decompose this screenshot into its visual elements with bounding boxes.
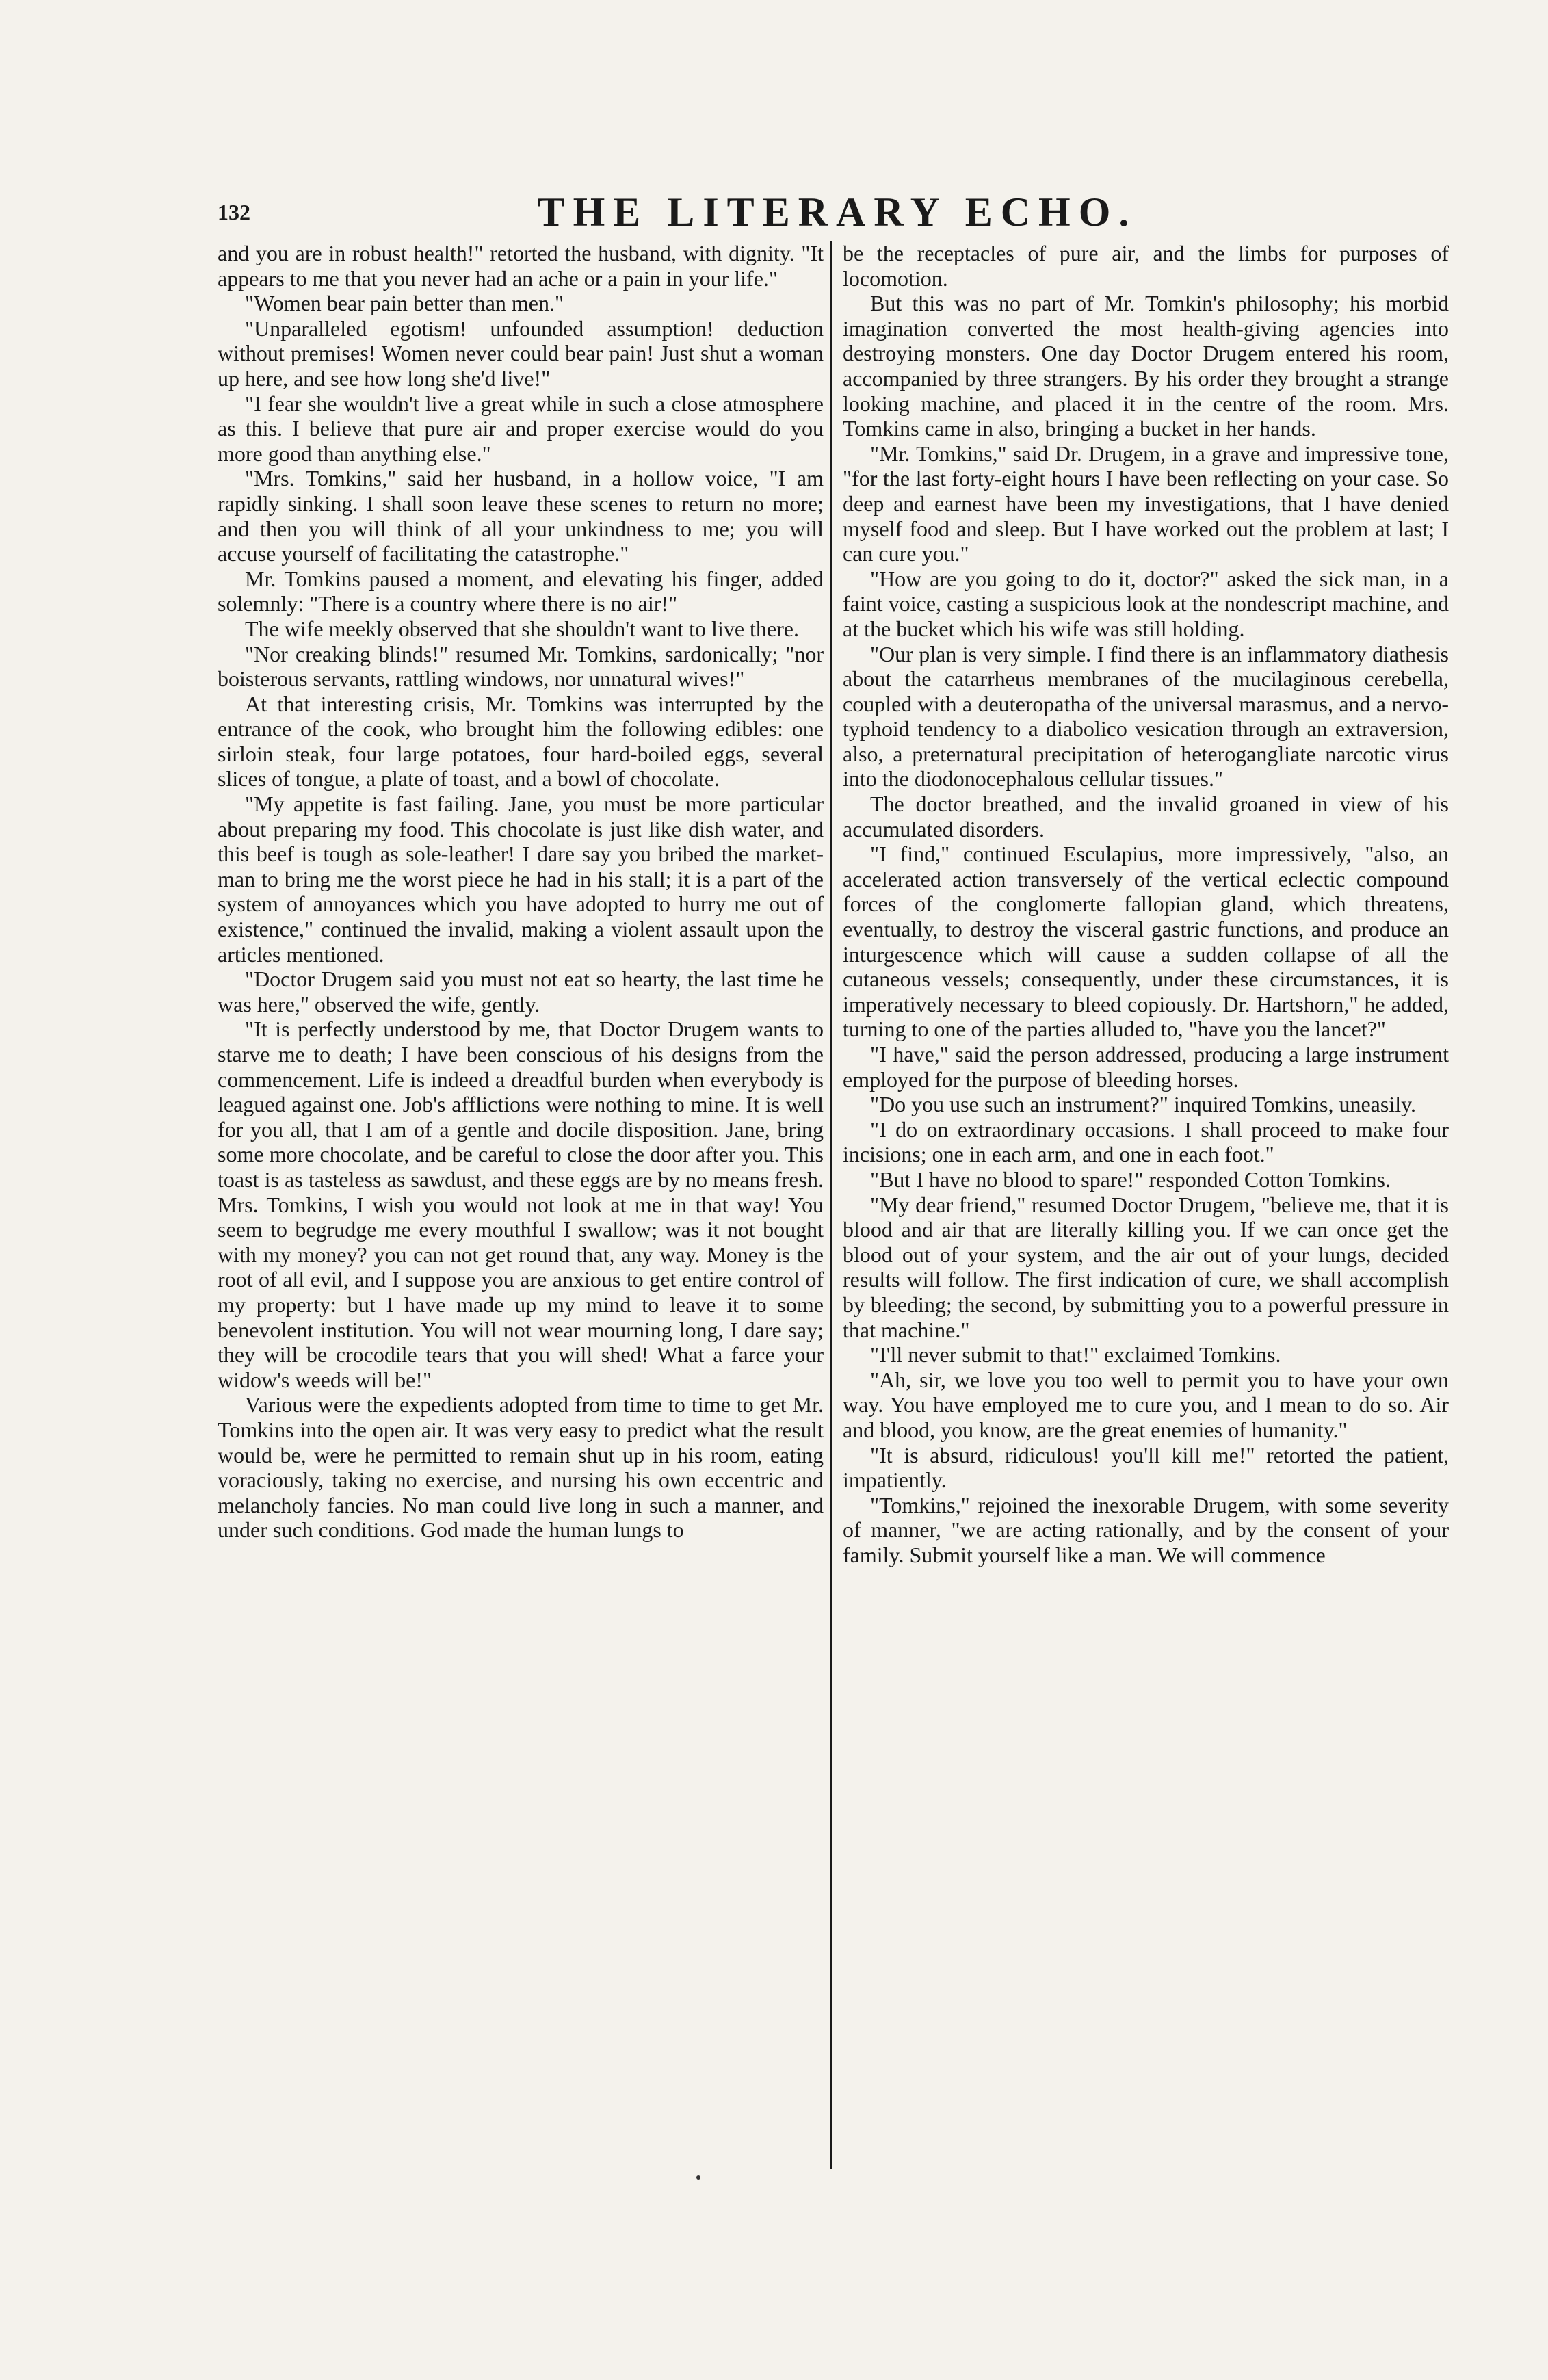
paragraph: be the receptacles of pure air, and the limbs for purposes of locomotion. <box>843 241 1449 291</box>
text-columns <box>218 241 1457 2169</box>
paragraph: "It is absurd, ridiculous! you'll kill me!" retorted the patient, impatiently. <box>843 1442 1449 1493</box>
paragraph: "It is perfectly understood by me, that Doctor Drugem wants to starve me to death; I have been conscious of his designs from the commencement. Life is indeed a dreadful burden when everybody is leagued against one. Job's afflictions were nothing to mine. It is well for you all, that I am of a gentle and docile disposition. Jane, bring some more chocolate, and be careful to close the door after you. This toast is as tasteless as sawdust, and these eggs are by no means fresh. Mrs. Tomkins, I wish you would not look at me in that way! You seem to begrudge me every mouthful I swallow; was it not bought with my money? you can not get round that, any way. Money is the root of all evil, and I suppose you are anxious to get entire control of my property: but I have made up my mind to leave it to some benevolent institution. You will not wear mourning long, I dare say; they will be crocodile tears that you will shed! What a farce your widow's weeds will be!" <box>218 1017 824 1392</box>
paragraph: "Mr. Tomkins," said Dr. Drugem, in a grave and impressive tone, "for the last forty-eight hours I have been reflecting on your case. So deep and earnest have been my investigations, that I have denied myself food and sleep. But I have worked out the problem at last; I can cure you." <box>843 441 1449 566</box>
paragraph: "But I have no blood to spare!" responded Cotton Tomkins. <box>870 1166 1391 1192</box>
paragraph: At that interesting crisis, Mr. Tomkins was interrupted by the entrance of the cook, who brought him the following edibles: one sirloin steak, four large potatoes, four hard-boiled eggs, several slices of tongue, a plate of toast, and a bowl of chocolate. <box>218 691 824 792</box>
paragraph: "How are you going to do it, doctor?" asked the sick man, in a faint voice, casting a suspicious look at the nondescript machine, and at the bucket which his wife was still holding. <box>843 566 1449 641</box>
left-column <box>218 241 824 1543</box>
right-column <box>843 241 1449 1567</box>
paragraph: "Women bear pain better than men." <box>245 291 564 316</box>
paragraph: "I find," continued Esculapius, more impressively, "also, an accelerated action transversely of the vertical eclectic compound forces of the conglomerte fallopian gland, which threatens, eventually, to destroy the visceral gastric functions, and produce an inturgescence which will cause a sudden collapse of all the cutaneous vessels; consequently, under these circumstances, it is imperatively necessary to bleed copiously. Dr. Hartshorn," he added, turning to one of the parties alluded to, "have you the lancet?" <box>843 841 1449 1042</box>
page-header <box>218 189 1457 241</box>
paragraph: "Ah, sir, we love you too well to permit you to have your own way. You have employed me to cure you, and I mean to do so. Air and blood, you know, are the great enemies of humanity." <box>843 1367 1449 1442</box>
paragraph: "Doctor Drugem said you must not eat so hearty, the last time he was here," observed the wife, gently. <box>218 967 824 1017</box>
paragraph: But this was no part of Mr. Tomkin's philosophy; his morbid imagination converted the most health-giving agencies into destroying monsters. One day Doctor Drugem entered his room, accompanied by three strangers. By his order they brought a strange looking machine, and placed it in the centre of the room. Mrs. Tomkins came in also, bringing a bucket in her hands. <box>843 291 1449 441</box>
page <box>218 189 1457 2169</box>
paragraph: "Unparalleled egotism! unfounded assumption! deduction without premises! Women never could bear pain! Just shut a woman up here, and see how long she'd live!" <box>218 315 824 391</box>
paragraph: and you are in robust health!" retorted the husband, with dignity. "It appears to me that you never had an ache or a pain in your life." <box>218 241 824 291</box>
paragraph: The doctor breathed, and the invalid groaned in view of his accumulated disorders. <box>843 792 1449 841</box>
ink-speck <box>696 2175 700 2180</box>
paragraph: "I fear she wouldn't live a great while in such a close atmosphere as this. I believe that pure air and proper exercise would do you more good than anything else." <box>218 391 824 466</box>
paragraph: "I have," said the person addressed, producing a large instrument employed for the purpose of bleeding horses. <box>843 1042 1449 1092</box>
paragraph: "My dear friend," resumed Doctor Drugem, "believe me, that it is blood and air that are literally killing you. If we can once get the blood out of your system, and the air out of your lungs, decided results will follow. The first indication of cure, we shall accomplish by bleeding; the second, by submitting you to a powerful pressure in that machine." <box>843 1192 1449 1342</box>
paragraph: "Our plan is very simple. I find there is an inflammatory diathesis about the catarrheus membranes of the mucilaginous cerebella, coupled with a deuteropatha of the universal marasmus, and a nervo-typhoid tendency to a diabolico vesication through an extraversion, also, a preternatural precipitation of heterogangliate narcotic virus into the diodonocephalous cellular tissues." <box>843 641 1449 792</box>
paragraph: Various were the expedients adopted from time to time to get Mr. Tomkins into the open air. It was very easy to predict what the result would be, were he permitted to remain shut up in his room, eating voraciously, taking no exercise, and nursing his own eccentric and melancholy fancies. No man could live long in such a manner, and under such conditions. God made the human lungs to <box>218 1392 824 1543</box>
paragraph: "Do you use such an instrument?" inquired Tomkins, uneasily. <box>870 1092 1416 1117</box>
paragraph: The wife meekly observed that she shouldn't want to live there. <box>245 616 799 641</box>
column-divider <box>830 241 832 2169</box>
page-number: 132 <box>218 200 250 224</box>
paragraph: "Nor creaking blinds!" resumed Mr. Tomkins, sardonically; "nor boisterous servants, rattling windows, nor unnatural wives!" <box>218 641 824 692</box>
paragraph: Mr. Tomkins paused a moment, and elevating his finger, added solemnly: "There is a country where there is no air!" <box>218 566 824 616</box>
paragraph: "Tomkins," rejoined the inexorable Drugem, with some severity of manner, "we are acting rationally, and by the consent of your family. Submit yourself like a man. We will commence <box>843 1492 1449 1567</box>
paragraph: "Mrs. Tomkins," said her husband, in a hollow voice, "I am rapidly sinking. I shall soon leave these scenes to return no more; and then you will think of all your unkindness to me; you will accuse yourself of facilitating the catastrophe." <box>218 466 824 566</box>
paragraph: "My appetite is fast failing. Jane, you must be more particular about preparing my food. This chocolate is just like dish water, and this beef is tough as sole-leather! I dare say you bribed the market-man to bring me the worst piece he had in his stall; it is a part of the system of annoyances which you have adopted to hurry me out of existence," continued the invalid, making a violent assault upon the articles mentioned. <box>218 792 824 967</box>
running-title: THE LITERARY ECHO. <box>537 189 1138 235</box>
paragraph: "I'll never submit to that!" exclaimed Tomkins. <box>870 1342 1281 1368</box>
paragraph: "I do on extraordinary occasions. I shall proceed to make four incisions; one in each arm, and one in each foot." <box>843 1116 1449 1167</box>
